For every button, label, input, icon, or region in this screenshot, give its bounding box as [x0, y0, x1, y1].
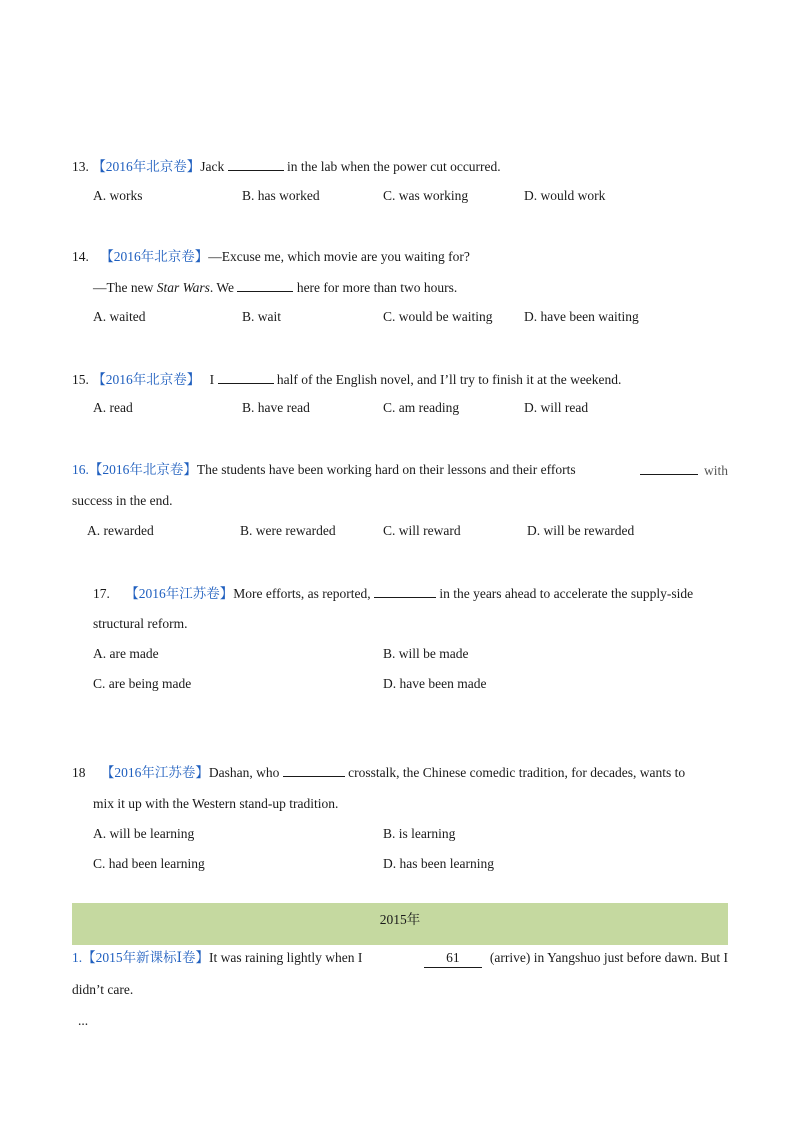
option-a: A. rewarded	[87, 523, 154, 538]
option-a: A. read	[93, 400, 133, 415]
answer-blank	[640, 461, 698, 475]
answer-blank	[218, 370, 274, 384]
question-text: —The new	[93, 280, 154, 295]
answer-blank: 61	[424, 949, 482, 968]
option-b: B. have read	[242, 400, 310, 415]
option-a: A. waited	[93, 309, 146, 324]
question-15	[72, 370, 621, 389]
section-header-2015	[72, 903, 728, 945]
question-text: It was raining lightly when I	[208, 950, 363, 965]
question-16	[72, 461, 728, 480]
question-17	[93, 584, 693, 603]
option-d: D. have been made	[383, 676, 487, 691]
source-tag: 【2016年北京卷】	[100, 249, 209, 264]
question-text: here for more than two hours.	[296, 280, 458, 295]
question-text: in the lab when the power cut occurred.	[287, 159, 501, 174]
question-text: in the years ahead to accelerate the supply-side	[439, 586, 694, 601]
question-text: —Excuse me, which movie are you waiting for?	[208, 249, 470, 264]
source-tag: 【2016年江苏卷】	[125, 586, 234, 601]
source-tag: 【2016年北京卷】	[88, 462, 197, 477]
question-13	[72, 157, 501, 176]
source-tag: 【2015年新课标Ⅰ卷】	[82, 950, 209, 965]
source-tag: 【2016年北京卷】	[92, 372, 201, 387]
section-title: 2015年	[379, 912, 421, 927]
option-d: D. has been learning	[383, 856, 494, 871]
question-number: 13.	[72, 159, 89, 174]
question-16-line-2: success in the end.	[72, 493, 173, 508]
option-c: C. am reading	[383, 400, 460, 415]
continuation-ellipsis: ...	[78, 1013, 89, 1028]
question-number: 18	[72, 765, 86, 780]
option-c: C. had been learning	[93, 856, 205, 871]
question-number: 14.	[72, 249, 89, 264]
question-text: . We	[209, 280, 235, 295]
question-text: Dashan, who	[208, 765, 280, 780]
question-16-tail	[640, 461, 728, 480]
question-number: 1.	[72, 950, 83, 965]
question-text: I	[209, 372, 215, 387]
question-2015-1-line-2: didn’t care.	[72, 982, 134, 997]
option-b: B. has worked	[242, 188, 320, 203]
question-2015-1-main	[72, 949, 362, 968]
option-d: D. will be rewarded	[527, 523, 635, 538]
question-text: crosstalk, the Chinese comedic tradition, for decades, wants to	[348, 765, 686, 780]
option-d: D. would work	[524, 188, 606, 203]
question-text: More efforts, as reported,	[233, 586, 371, 601]
question-text: half of the English novel, and I’ll try to finish it at the weekend.	[276, 372, 622, 387]
option-b: B. is learning	[383, 826, 456, 841]
option-a: A. are made	[93, 646, 159, 661]
question-14	[72, 248, 470, 266]
question-text: Jack	[200, 159, 225, 174]
question-16-main	[72, 461, 576, 480]
question-number: 15.	[72, 372, 89, 387]
answer-blank	[374, 584, 436, 598]
option-d: D. will read	[524, 400, 589, 415]
option-a: A. will be learning	[93, 826, 195, 841]
option-b: B. were rewarded	[240, 523, 336, 538]
question-17-line-2: structural reform.	[93, 616, 188, 631]
answer-blank	[237, 278, 293, 292]
question-text: (arrive) in Yangshuo just before dawn. But I	[489, 950, 728, 965]
question-18-line-2: mix it up with the Western stand-up tradition.	[93, 796, 339, 811]
question-2015-1-tail	[424, 949, 728, 968]
option-a: A. works	[93, 188, 143, 203]
question-18	[72, 763, 685, 782]
option-c: C. are being made	[93, 676, 192, 691]
question-number: 16.	[72, 462, 89, 477]
source-tag: 【2016年北京卷】	[92, 159, 201, 174]
option-b: B. will be made	[383, 646, 469, 661]
option-c: C. would be waiting	[383, 309, 493, 324]
question-text: The students have been working hard on their lessons and their efforts	[196, 462, 576, 477]
source-tag: 【2016年江苏卷】	[100, 765, 209, 780]
question-2015-1	[72, 949, 728, 968]
option-d: D. have been waiting	[524, 309, 639, 324]
question-number: 17.	[93, 586, 110, 601]
question-14-line-2	[93, 278, 457, 297]
question-text: with	[703, 463, 728, 478]
option-c: C. was working	[383, 188, 469, 203]
answer-blank	[228, 157, 284, 171]
movie-title: Star Wars	[156, 280, 210, 295]
option-c: C. will reward	[383, 523, 461, 538]
answer-blank	[283, 763, 345, 777]
option-b: B. wait	[242, 309, 281, 324]
